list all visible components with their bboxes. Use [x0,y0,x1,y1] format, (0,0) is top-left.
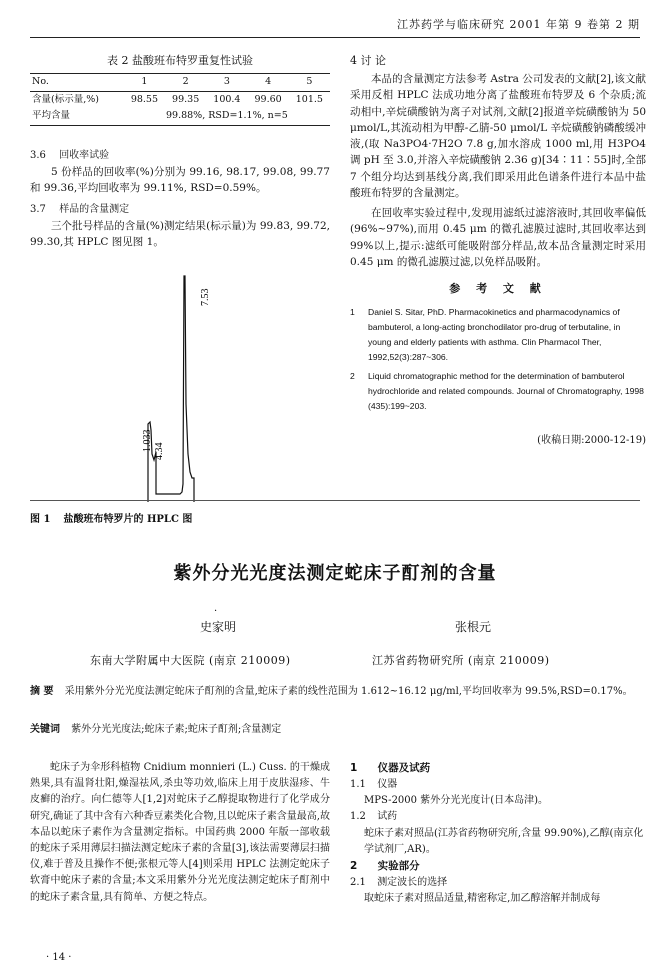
figure-1-caption [30,512,330,528]
section-1-1-heading [350,777,646,793]
reference-number: 2 [350,371,355,382]
table-header-cell: 4 [265,76,272,88]
section-number: 3.6 [30,150,46,162]
section-title: 测定波长的选择 [377,876,448,888]
peak-label-main: 7.53 [200,288,211,307]
author-2: 张根元 [455,620,492,634]
abstract [30,684,646,700]
table-cell: 含量(标示量,%) [32,93,99,105]
table-2-title: 表 2 盐酸班布特罗重复性试验 [107,54,253,67]
table-header-cell: 3 [223,76,230,88]
section-3-6-heading [30,148,330,164]
references-heading: 参 考 文 献 [449,282,547,296]
section-title: 仪器 [377,779,398,790]
table-cell: 100.4 [213,93,241,105]
author-dot: · [214,606,218,617]
table-cell: 99.60 [254,93,282,105]
article-methods-column [350,760,646,907]
table-header-cell: No. [32,76,49,88]
section-number: 1.1 [350,779,366,790]
section-title: 实验部分 [377,859,420,872]
abstract-text: 采用紫外分光光度法测定蛇床子酊剂的含量,蛇床子素的线性范围为 1.612~16.12 μg/ml,平均回收率为 99.5%,RSD=0.17%。 [64,686,633,697]
page-number: · 14 · [46,952,72,963]
section-1-2-heading [350,809,646,825]
keywords-label: 关键词 [30,724,60,735]
article-intro-column [30,760,330,906]
article-title: 紫外分光光度法测定蛇床子酊剂的含量 [173,563,497,584]
authors [200,618,500,638]
figure-number: 图 1 [30,514,51,526]
page-header [30,14,640,38]
reference-text: Daniel S. Sitar, PhD. Pharmacokinetics and pharmacodynamics of bambuterol, a long-acting bronchodilator pro-drug of terbutaline, in young and elderly patients with asthma. Clin Pharmacol Ther, 1992,52(3):287~306. [368,307,621,363]
table-header-cell: 2 [182,76,189,88]
section-3-7-heading [30,202,330,218]
section-2-1-text: 取蛇床子素对照品适量,精密称定,加乙醇溶解并制成每 [364,893,601,905]
table-header-cell: 5 [306,76,313,88]
section-number: 2.1 [350,876,366,888]
table-cell: 98.55 [130,93,159,105]
keywords [30,722,646,738]
section-title: 回收率试验 [59,150,110,162]
section-title: 试药 [377,811,398,823]
author-1: 史家明 [200,620,237,634]
abstract-label: 摘 要 [30,686,54,697]
section-3-7-text: 三个批号样品的含量(%)测定结果(标示量)为 99.83, 99.72, 99.30,其 HPLC 图见图 1。 [30,219,330,248]
article-intro-text: 蛇床子为伞形科植物 Cnidium monnieri (L.) Cuss. 的干燥成熟果,具有温肾壮阳,燥湿祛风,杀虫等功效,临床上用于皮肤湿疹、牛皮癣的治疗。向仁德等人[1,2]对蛇床子乙醇提取物进行了化学成分研究,确证了其中含有六种香豆素类化合物,且以蛇床子素含量最高,故本品以蛇床子素作为含量测定指标。中国药典 2000 年版一部收载的蛇床子采用薄层扫描法测定蛇床子素的含量[3],该法需要薄层扫描仪,难于普及且操作不便;张根元等人[4]则采用 HPLC 法测定蛇床子软膏中蛇床子素的含量;本文采用紫外分光光度法测定蛇床子酊剂中的蛇床子素含量,具有简单、方便之特点。 [30,762,330,903]
affiliation-2: 江苏省药物研究所 (南京 210009) [372,654,550,667]
affiliation-1: 东南大学附属中大医院 (南京 210009) [90,654,291,667]
peak-label-b: 4.34 [154,442,165,461]
section-1-1-text: MPS-2000 紫外分光光度计(日本岛津)。 [364,795,548,807]
section-number: 1 [350,762,358,774]
table-cell: 101.5 [295,93,323,105]
section-number: 1.2 [350,811,366,823]
chromatogram-trace [148,276,194,502]
section-1-heading [350,760,646,777]
figure-caption-text: 盐酸班布特罗片的 HPLC 图 [63,514,193,526]
section-1-2-text: 蛇床子素对照品(江苏省药物研究所,含量 99.90%),乙醇(南京化学试剂厂,AR)。 [364,827,644,855]
section-number: 3.7 [30,204,46,216]
reference-item [350,305,646,365]
table-row [30,108,330,125]
repeatability-table [30,73,330,126]
left-column [30,52,330,528]
section-title: 样品的含量测定 [59,204,130,216]
peak-label-a: 1.033 [142,429,153,453]
reference-number: 1 [350,307,355,318]
section-2-1-heading [350,875,646,891]
section-number: 2 [350,859,358,872]
received-date: (收稿日期:2000-12-19) [537,434,646,446]
table-cell: 99.35 [172,93,200,105]
journal-header: 江苏药学与临床研究 2001 年第 9 卷第 2 期 [397,18,640,31]
table-header-row [30,74,330,92]
reference-item [350,369,646,414]
discussion-paragraph: 在回收率实验过程中,发现用滤纸过滤溶液时,其回收率偏低(96%~97%),而用 0.45 μm 的微孔滤膜过滤时,其回收率达到 99%以上,提示:滤纸可能吸附部分样品,故本品含量测定时采用 0.45 μm 的微孔滤膜过滤,以免样品吸附。 [350,207,646,268]
table-row [30,91,330,108]
table-cell: 平均含量 [32,110,71,122]
hplc-chromatogram [30,254,330,504]
chromatogram-svg [30,254,330,504]
right-column [350,52,646,448]
keywords-text: 紫外分光光度法;蛇床子素;蛇床子酊剂;含量测定 [71,724,282,735]
discussion-heading: 4 讨 论 [350,54,386,67]
section-title: 仪器及试药 [377,762,431,774]
section-divider [30,500,640,501]
section-2-heading [350,858,646,875]
section-3-6-text: 5 份样品的回收率(%)分别为 99.16, 98.17, 99.08, 99.77 和 99.36,平均回收率为 99.11%, RSD=0.59%。 [30,165,330,194]
discussion-paragraph: 本品的含量测定方法参考 Astra 公司发表的文献[2],该文献采用反相 HPLC 法成功地分离了盐酸班布特罗及 6 个杂质;流动相中,辛烷磺酸钠为离子对试剂,文献[2]报道辛烷磺酸钠为 50 μmol/L,其流动相为甲醇-乙腈-50 μmol/L 辛烷磺酸钠磷酸缓冲液,(取 Na3PO4·7H2O 7.8 g,加水溶成 1000 ml,用 H3PO4 调 pH 至 3.0,并溶入辛烷磺酸钠 2.36 g)[34∶11∶55]时,全部 7 个组分均达到基线分离,我们即采用此色谱条件进行本品中盐酸班布特罗的含量测定。 [350,73,646,199]
table-cell: 99.88%, RSD=1.1%, n=5 [165,110,288,122]
reference-text: Liquid chromatographic method for the determination of bambuterol hydrochloride and related compounds. Journal of Chromatography, 1998 (435):199~203. [368,371,644,412]
table-header-cell: 1 [141,76,148,88]
